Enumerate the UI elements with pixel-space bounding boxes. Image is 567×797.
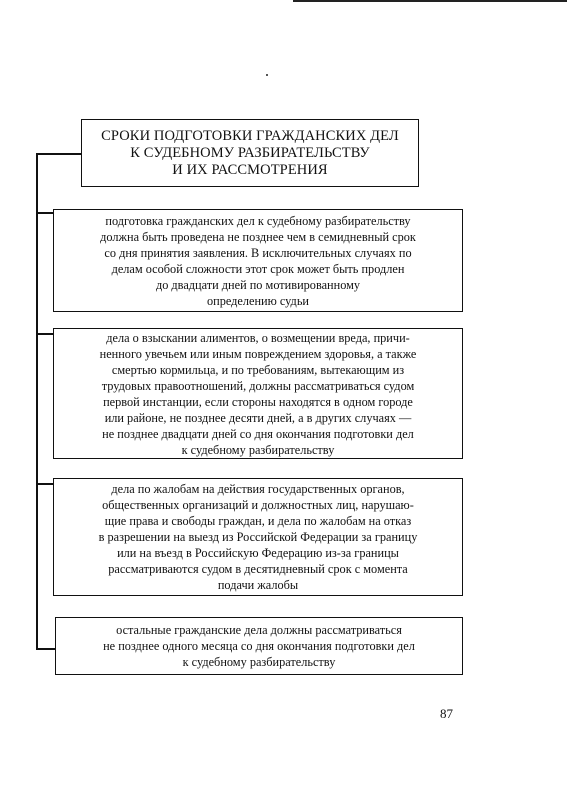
connector-box-4: [36, 648, 56, 650]
diagram-title-box: [81, 119, 419, 187]
term-box-text: остальные гражданские дела должны рассматриваться не позднее одного месяца со дня окончания подготовки дел к судебному разбирательству: [103, 623, 415, 669]
term-box-text: дела по жалобам на действия государственных органов, общественных организаций и должностных лиц, нарушаю- щие права и свободы граждан, и дела по жалобам на отказ в разрешении на выезд из Российской Федерации за границу или на въезд в Российскую Федерацию из-за границы рассматриваются судом в десятидневный срок с момента подачи жалобы: [98, 482, 418, 592]
connector-box-3: [36, 483, 54, 485]
diagram-title: СРОКИ ПОДГОТОВКИ ГРАЖДАНСКИХ ДЕЛ К СУДЕБНОМУ РАЗБИРАТЕЛЬСТВУ И ИХ РАССМОТРЕНИЯ: [101, 127, 399, 178]
term-box-alimony-labor: [53, 328, 463, 459]
term-box-complaints: [53, 478, 463, 596]
connector-title: [36, 153, 82, 155]
term-box-text: дела о взыскании алиментов, о возмещении вреда, причи- ненного увечьем или иным повреждением здоровья, а также смертью кормильца, и по требованиям, вытекающим из трудовых правоотношений, должны рассматриваться судом первой инстанции, если стороны находятся в одном городе или районе, не позднее десяти дней, а в других случаях — не позднее двадцати дней со дня окончания подготовки дел к судебному разбирательству: [99, 330, 417, 457]
term-box-preparation: [53, 209, 463, 312]
print-speck: [266, 74, 268, 76]
page-number: 87: [440, 706, 453, 721]
top-rule: [293, 0, 567, 2]
term-box-other-cases: [55, 617, 463, 675]
connector-spine: [36, 153, 38, 649]
connector-box-2: [36, 333, 54, 335]
term-box-text: подготовка гражданских дел к судебному разбирательству должна быть проведена не позднее чем в семидневный срок со дня принятия заявления. В исключительных случаях по делам особой сложности этот срок может быть продлен до двадцати дней по мотивированному определению судьи: [100, 213, 416, 308]
connector-box-1: [36, 212, 54, 214]
